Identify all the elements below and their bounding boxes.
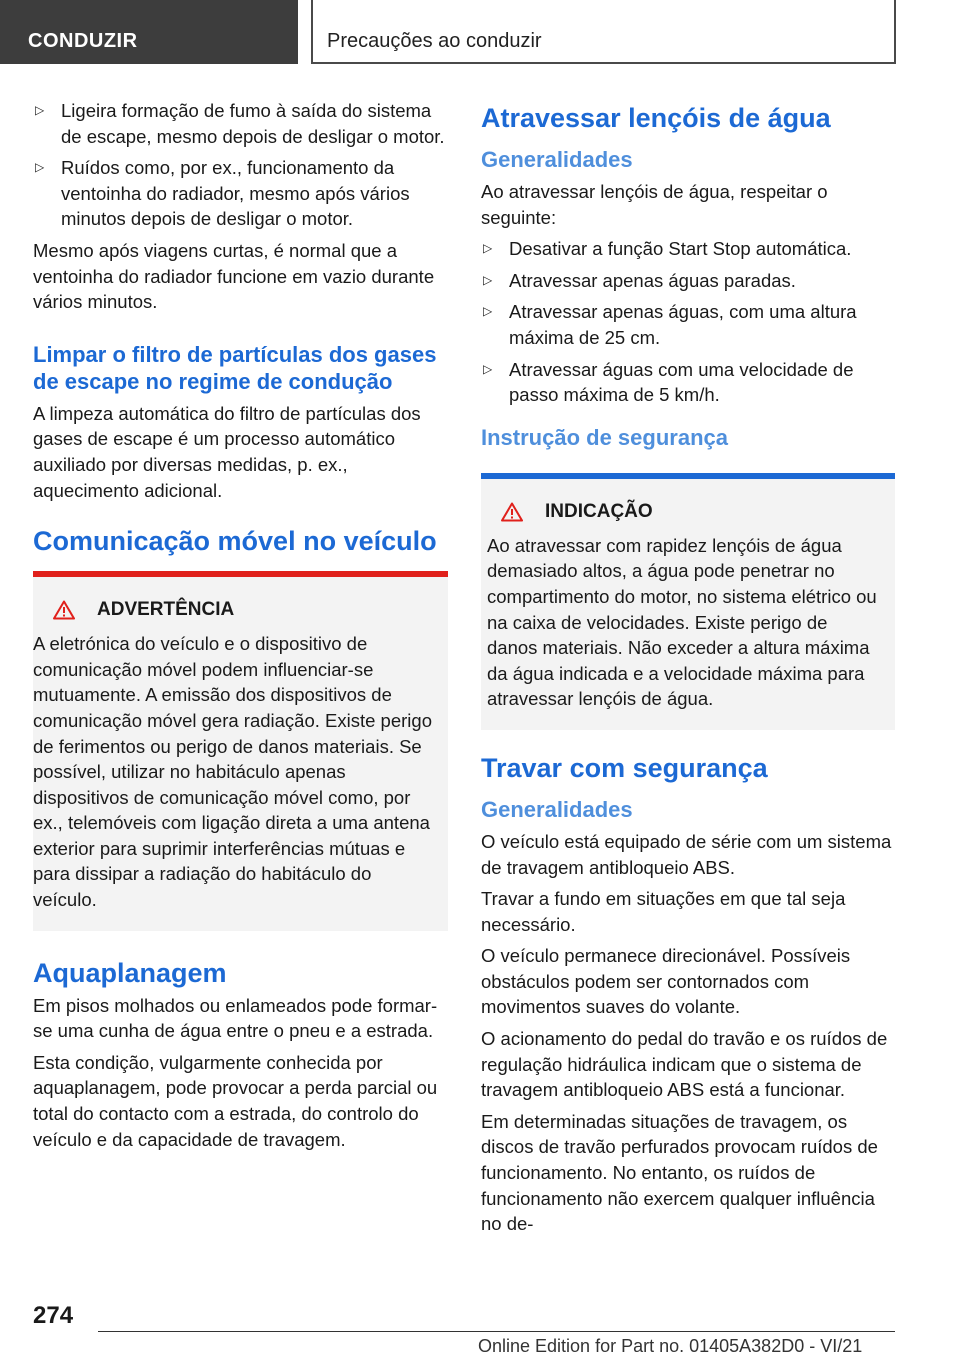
left-column	[33, 98, 448, 1158]
braking-paragraph-2: Travar a fundo em situações em que tal seja necessário.	[481, 888, 846, 935]
water-crossing-intro: Ao atravessar lençóis de água, respeitar o seguinte:	[481, 181, 828, 228]
triangle-bullet-icon: ▷	[483, 361, 493, 376]
list-item: ▷ Atravessar apenas águas paradas.	[481, 268, 895, 294]
warning-triangle-icon	[53, 600, 75, 620]
footer-divider	[98, 1331, 895, 1332]
aquaplaning-paragraph-2: Esta condição, vulgarmente conhecida por aquaplanagem, pode provocar a perda parcial ou total do contacto com a estrada, do controlo do veículo e da capacidade de travagem.	[33, 1051, 438, 1150]
heading-water-crossing: Atravessar lençóis de água	[481, 103, 831, 133]
triangle-bullet-icon: ▷	[483, 304, 493, 319]
heading-filter-cleaning: Limpar o filtro de partículas dos gases de escape no regime de condução	[33, 341, 437, 394]
warning-triangle-icon	[501, 502, 523, 522]
right-column	[481, 98, 895, 1243]
list-item: ▷ Ruídos como, por ex., funcionamento da ventoinha do radiador, mesmo após vários minutos depois de desligar o motor.	[35, 157, 410, 230]
list-item: ▷ Atravessar águas com uma velocidade de passo máxima de 5 km/h.	[483, 358, 854, 406]
triangle-bullet-icon: ▷	[483, 272, 493, 287]
page-number: 274	[33, 1302, 74, 1329]
list-item: ▷ Desativar a função Start Stop automática.	[481, 236, 895, 262]
braking-paragraph-4: O acionamento do pedal do travão e os ruídos de regulação hidráulica indicam que o sistema de travagem antibloqueio ABS está a funcionar.	[481, 1028, 888, 1101]
braking-paragraph-3: O veículo permanece direcionável. Possíveis obstáculos podem ser contornados com movimentos suaves do volante.	[481, 945, 851, 1018]
triangle-bullet-icon: ▷	[35, 103, 45, 117]
heading-safety-instruction: Instrução de segurança	[481, 424, 728, 450]
list-item: ▷ Atravessar apenas águas, com uma altura máxima de 25 cm.	[483, 301, 857, 348]
aquaplaning-paragraph-1: Em pisos molhados ou enlameados pode formar-se uma cunha de água entre o pneu e a estrada.	[33, 994, 438, 1042]
notice-box	[481, 473, 895, 730]
section-tab: CONDUZIR	[0, 0, 298, 64]
warning-text: A eletrónica do veículo e o dispositivo de comunicação móvel podem influenciar-se mutuamente. A emissão dos dispositivos de comunicação móvel gera radiação. Existe perigo de ferimentos ou perigo de danos materiais. Se possível, utilizar no habitáculo apenas dispositivos de comunicação móvel como, por ex., telemóveis com ligação direta a uma antena exterior para suprimir interferências mútuas e para dissipar a radiação do habitáculo do veículo.	[33, 633, 432, 911]
heading-generalities-1: Generalidades	[481, 147, 633, 172]
filter-paragraph: A limpeza automática do filtro de partículas dos gases de escape é um processo automático auxiliado por diversas medidas, p. ex., aquecimento adicional.	[33, 402, 421, 501]
heading-generalities-2: Generalidades	[481, 796, 633, 822]
water-crossing-list	[481, 236, 895, 408]
notice-header: INDICAÇÃO	[481, 501, 881, 523]
warning-header: ADVERTÊNCIA	[33, 599, 434, 621]
list-item: ▷ Ligeira formação de fumo à saída do sistema de escape, mesmo depois de desligar o motor.	[35, 100, 445, 147]
braking-paragraph-5: Em determinadas situações de travagem, os discos de travão perfurados provocam ruídos de funcionamento. No entanto, os ruídos de funcionamento não exercem qualquer influência no de-	[481, 1110, 878, 1235]
heading-mobile-communication: Comunicação móvel no veículo	[33, 526, 437, 557]
heading-safe-braking: Travar com segurança	[481, 752, 768, 783]
notice-text: Ao atravessar com rapidez lençóis de água demasiado altos, a água pode penetrar no compartimento do motor, no sistema elétrico ou na caixa de velocidades. Existe perigo de danos materiais. Não exceder a altura máxima da água indicada e a velocidade máxima para atravessar lençóis de água.	[487, 534, 877, 710]
smoke-noise-list	[33, 98, 448, 232]
triangle-bullet-icon: ▷	[483, 241, 493, 256]
braking-paragraph-1: O veículo está equipado de série com um sistema de travagem antibloqueio ABS.	[481, 830, 892, 878]
triangle-bullet-icon: ▷	[35, 160, 45, 175]
page-title: Precauções ao conduzir	[311, 0, 896, 64]
fan-paragraph: Mesmo após viagens curtas, é normal que a ventoinha do radiador funcione em vazio durante vários minutos.	[33, 239, 435, 313]
warning-box	[33, 571, 448, 931]
footer-edition: Online Edition for Part no. 01405A382D0 - VI/21	[478, 1336, 863, 1356]
heading-aquaplaning: Aquaplanagem	[33, 957, 227, 988]
